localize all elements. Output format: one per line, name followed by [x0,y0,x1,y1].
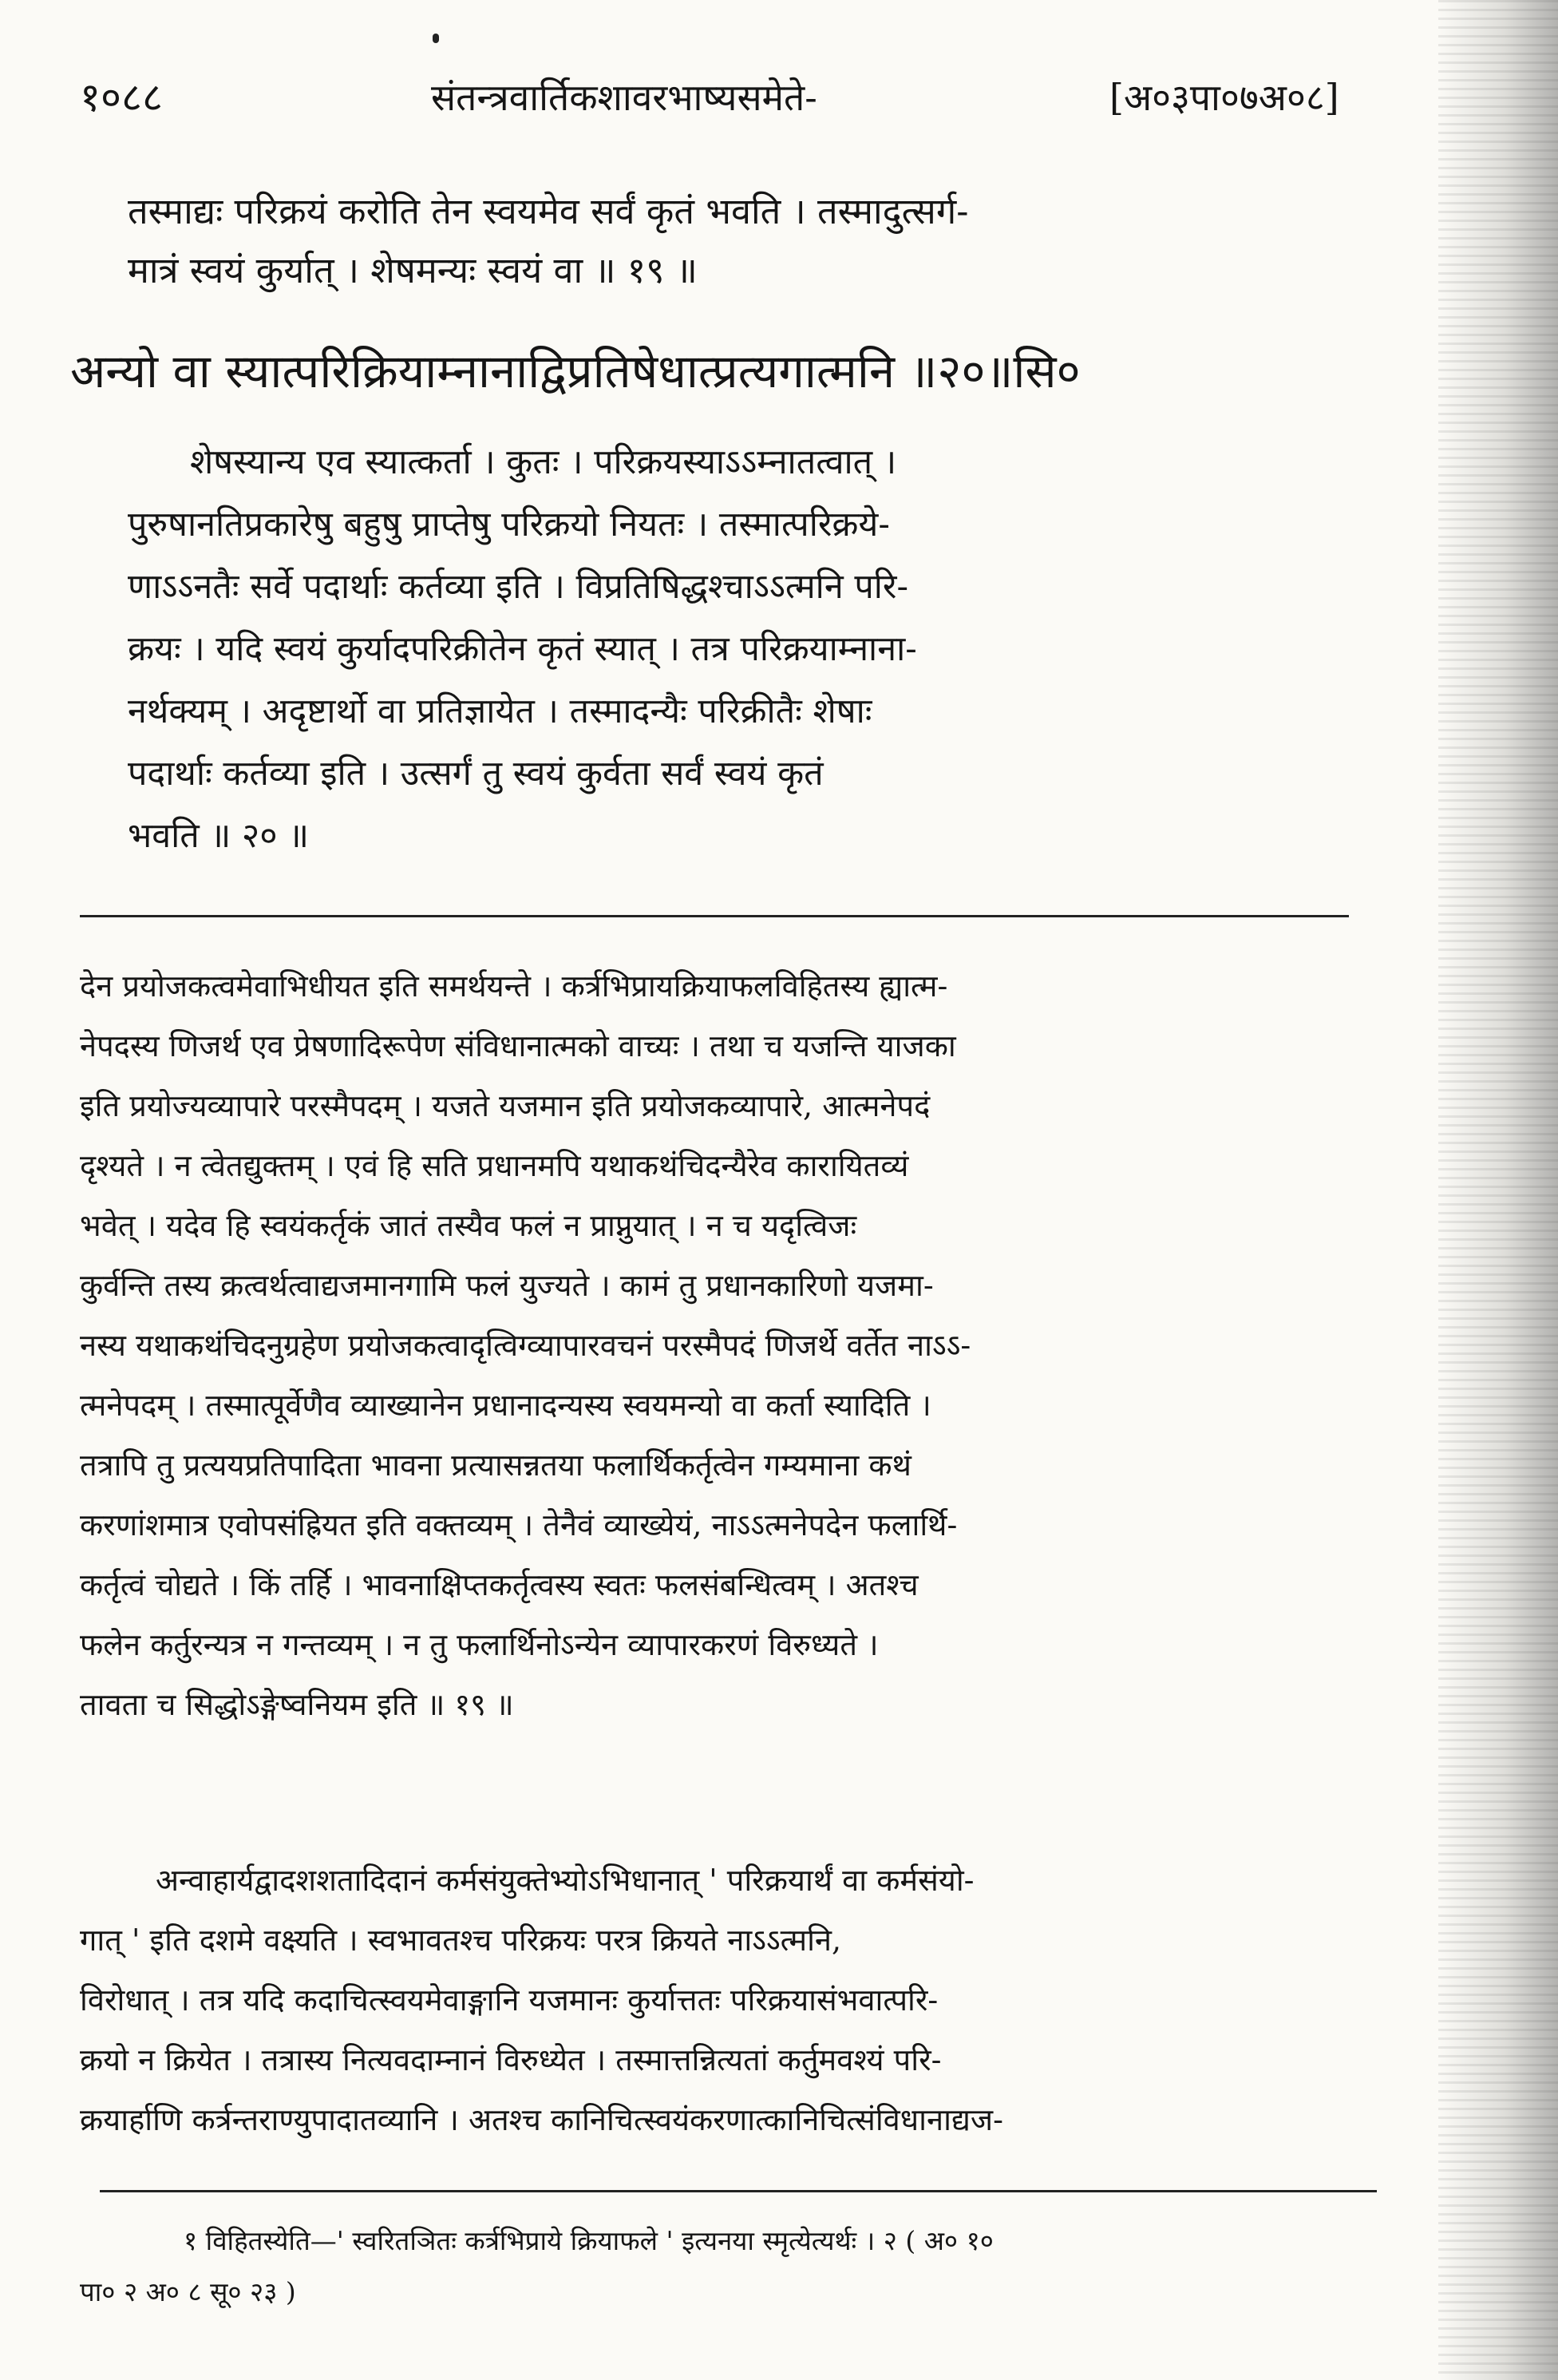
text-line: भवेत् । यदेव हि स्वयंकर्तृकं जातं तस्यैव फलं न प्राप्नुयात् । न च यदृत्विजः [80,1208,857,1243]
text-line: भवति ॥ २० ॥ [128,816,310,856]
ink-speck [433,34,439,43]
bhashya-top [128,182,1341,300]
running-title: संतन्त्रवार्तिकशावरभाष्यसमेते- [431,76,817,119]
text-line: नर्थक्यम् । अदृष्टार्थो वा प्रतिज्ञायेत । तस्मादन्यैः परिक्रीतैः शेषाः [128,691,872,731]
text-line: नेपदस्य णिजर्थ एव प्रेषणादिरूपेण संविधानात्मको वाच्यः । तथा च यजन्ति याजका [80,1028,956,1063]
text-line: नस्य यथाकथंचिदनुग्रहेण प्रयोजकत्वादृत्विग्व्यापारवचनं परस्मैपदं णिजर्थे वर्तेत नाऽऽ- [80,1328,971,1363]
text-line: तस्माद्यः परिक्रयं करोति तेन स्वयमेव सर्वं कृतं भवति । तस्मादुत्सर्ग- [128,190,969,232]
text-line: त्मनेपदम् । तस्मात्पूर्वेणैव व्याख्यानेन प्रधानादन्यस्य स्वयमन्यो वा कर्ता स्यादिति । [80,1388,931,1423]
bhashya-body [128,431,1341,867]
page-header [80,65,1357,129]
text-line: देन प्रयोजकत्वमेवाभिधीयत इति समर्थयन्ते । कर्त्रभिप्रायक्रियाफलविहितस्य ह्यात्म- [80,968,948,1004]
page-edge-shadow [1438,0,1558,2380]
text-line: इति प्रयोज्यव्यापारे परस्मैपदम् । यजते यजमान इति प्रयोजकव्यापारे, आत्मनेपदं [80,1088,931,1123]
text-line: अन्वाहार्यद्वादशशतादिदानं कर्मसंयुक्तेभ्योऽभिधानात् ' परिक्रयार्थं वा कर्मसंयो- [156,1863,975,1898]
text-line: कर्तृत्वं चोद्यते । किं तर्हि । भावनाक्षिप्तकर्तृत्वस्य स्वतः फलसंबन्धित्वम् । अतश्च [80,1567,919,1602]
text-line: तावता च सिद्धोऽङ्गेष्वनियम इति ॥ १९ ॥ [80,1687,514,1722]
text-line: मात्रं स्वयं कुर्यात् । शेषमन्यः स्वयं वा ॥ १९ ॥ [128,249,698,291]
vartika-commentary-continued [80,1851,1373,2150]
text-line: गात् ' इति दशमे वक्ष्यति । स्वभावतश्च परिक्रयः परत्र क्रियते नाऽऽत्मनि, [80,1923,842,1958]
text-line: क्रयो न क्रियेत । तत्रास्य नित्यवदाम्नानं विरुध्येत । तस्मात्तन्नित्यतां कर्तुमवश्यं परि- [80,2042,942,2077]
text-line: क्रयार्हाणि कर्त्रन्तराण्युपादातव्यानि । अतश्च कानिचित्स्वयंकरणात्कानिचित्संविधानाद्यज- [80,2102,1003,2137]
sutra-heading: अन्यो वा स्यात्परिक्रियाम्नानाद्विप्रतिषेधात्प्रत्यगात्मनि ॥२०॥सि० [70,344,1081,398]
text-line: दृश्यते । न त्वेतद्युक्तम् । एवं हि सति प्रधानमपि यथाकथंचिदन्यैरेव कारायितव्यं [80,1148,909,1183]
text-line: तत्रापि तु प्रत्ययप्रतिपादिता भावना प्रत्यासन्नतया फलार्थिकर्तृत्वेन गम्यमाना कथं [80,1447,911,1483]
text-line: करणांशमात्र एवोपसंह्रियत इति वक्तव्यम् । तेनैवं व्याख्येयं, नाऽऽत्मनेपदेन फलार्थि- [80,1507,958,1542]
page-number: १०८८ [80,74,163,121]
footnotes [80,2216,1397,2318]
text-line: पुरुषानतिप्रकारेषु बहुषु प्राप्तेषु परिक्रयो नियतः । तस्मात्परिक्रये- [128,505,890,545]
text-line: कुर्वन्ति तस्य क्रत्वर्थत्वाद्यजमानगामि फलं युज्यते । कामं तु प्रधानकारिणो यजमा- [80,1268,934,1303]
text-line: शेषस्यान्य एव स्यात्कर्ता । कुतः । परिक्रयस्याऽऽम्नातत्वात् । [190,442,897,482]
footnote-line: पा० २ अ० ८ सू० २३ ) [80,2276,296,2307]
text-line: पदार्थाः कर्तव्या इति । उत्सर्गं तु स्वयं कुर्वता सर्वं स्वयं कृतं [128,754,824,794]
section-divider [80,915,1349,917]
footnote-divider [100,2190,1377,2192]
text-line: क्रयः । यदि स्वयं कुर्यादपरिक्रीतेन कृतं स्यात् । तत्र परिक्रयाम्नाना- [128,629,917,669]
vartika-commentary [80,956,1373,1735]
footnote-line: १ विहितस्येति—' स्वरितञितः कर्त्रभिप्राये क्रियाफले ' इत्यनया स्मृत्येत्यर्थः । २ ( अ० १० [184,2225,994,2256]
text-line: विरोधात् । तत्र यदि कदाचित्स्वयमेवाङ्गानि यजमानः कुर्यात्ततः परिक्रयासंभवात्परि- [80,1982,939,2018]
text-line: णाऽऽनतैः सर्वे पदार्थाः कर्तव्या इति । विप्रतिषिद्धश्चाऽऽत्मनि परि- [128,567,909,607]
section-reference: [अ०३पा०७अ०८] [1109,76,1339,119]
text-line: फलेन कर्तुरन्यत्र न गन्तव्यम् । न तु फलार्थिनोऽन्येन व्यापारकरणं विरुध्यते । [80,1627,879,1662]
